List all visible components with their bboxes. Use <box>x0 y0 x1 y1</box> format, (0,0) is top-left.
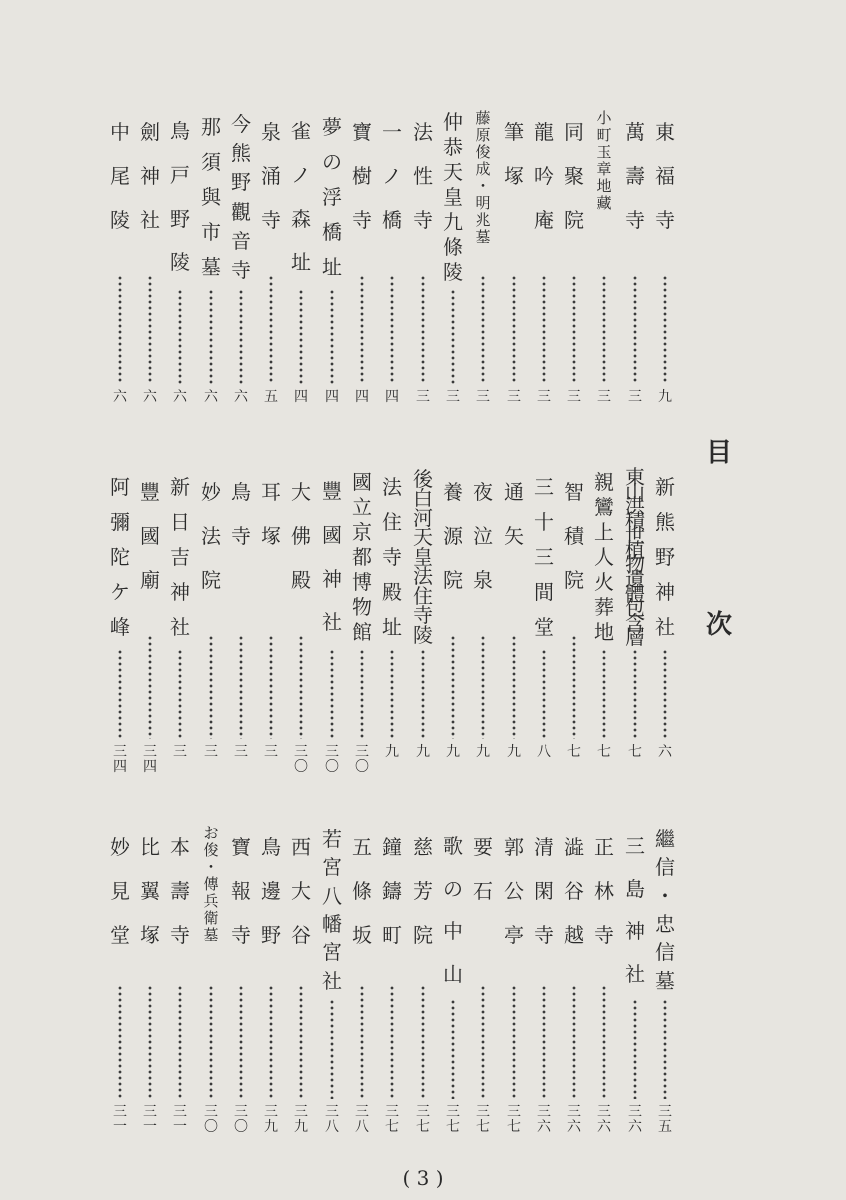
toc-entry-page: 三 〇 <box>204 1104 218 1135</box>
toc-leader-dots <box>537 985 551 1099</box>
toc-entry-page: 三 <box>234 744 248 760</box>
toc-entry-name: 親 鸞 上 人 火 葬 地 <box>594 470 614 644</box>
toc-entry-name: 鳥 戸 野 陵 <box>170 119 190 275</box>
toc-entry-page: 三 <box>416 389 430 405</box>
toc-leader-dots <box>325 649 339 739</box>
toc-entry <box>105 110 135 420</box>
toc-entry-page: 六 <box>173 389 187 405</box>
toc-entry-page: 三 <box>173 744 187 760</box>
toc-entry <box>165 825 195 1135</box>
toc-entry <box>317 825 347 1135</box>
toc-entry <box>408 825 438 1135</box>
toc-entry-page: 三 七 <box>416 1104 430 1135</box>
toc-entry <box>377 825 407 1135</box>
toc-leader-dots <box>507 985 521 1099</box>
toc-leader-dots <box>385 985 399 1099</box>
toc-leader-dots <box>113 649 127 739</box>
toc-entry-page: 四 <box>325 389 339 405</box>
toc-entry-page: 三 九 <box>294 1104 308 1135</box>
toc-entry-name: 新 日 吉 神 社 <box>170 475 190 639</box>
toc-entry-page: 五 <box>264 389 278 405</box>
toc-entry <box>589 470 619 775</box>
toc-leader-dots <box>204 985 218 1099</box>
toc-entry-page: 三 <box>537 389 551 405</box>
toc-entry <box>650 470 680 775</box>
toc-leader-dots <box>113 275 127 384</box>
toc-entry-name: 智 積 院 <box>564 480 584 592</box>
toc-entry-name: 西 大 谷 <box>291 835 311 947</box>
toc-leader-dots <box>294 635 308 739</box>
toc-entry <box>620 110 650 420</box>
toc-entry-page: 三 〇 <box>355 744 369 775</box>
toc-leader-dots <box>597 985 611 1099</box>
toc-entry <box>165 470 195 775</box>
toc-entry <box>529 825 559 1135</box>
toc-entry-name: お 俊 ・ 傳 兵 衛 墓 <box>203 824 219 944</box>
toc-leader-dots <box>173 985 187 1099</box>
toc-leader-dots <box>507 635 521 739</box>
toc-entry-page: 九 <box>446 744 460 760</box>
toc-leader-dots <box>658 275 672 384</box>
toc-leader-dots <box>537 649 551 739</box>
toc-leader-dots <box>173 649 187 739</box>
toc-entry <box>135 110 165 420</box>
toc-entry-name: 寶 報 寺 <box>231 835 251 947</box>
toc-leader-dots <box>264 985 278 1099</box>
toc-leader-dots <box>325 999 339 1099</box>
toc-entry-page: 三 <box>264 744 278 760</box>
toc-title-char-1: 目 <box>705 438 732 468</box>
toc-entry <box>438 825 468 1135</box>
toc-entry-name: 泉 涌 寺 <box>261 120 281 232</box>
toc-entry-page: 三 <box>628 389 642 405</box>
toc-entry-name: 大 佛 殿 <box>291 480 311 592</box>
toc-entry-name: 比 翼 塚 <box>140 835 160 947</box>
toc-leader-dots <box>658 649 672 739</box>
toc-entry-page: 六 <box>143 389 157 405</box>
toc-entry <box>468 110 498 420</box>
toc-leader-dots <box>416 985 430 1099</box>
page-number: ( 3 ) <box>402 1166 444 1190</box>
toc-entry-page: 三 〇 <box>294 744 308 775</box>
toc-entry-page: 三 一 <box>113 1104 127 1135</box>
toc-entry <box>286 470 316 775</box>
toc-leader-dots <box>446 289 460 384</box>
toc-entry-page: 三 <box>446 389 460 405</box>
toc-entry <box>499 825 529 1135</box>
toc-entry <box>650 825 680 1135</box>
toc-entry-name: 要 石 <box>473 835 493 903</box>
toc-entry-name: 正 林 寺 <box>594 835 614 947</box>
toc-title-char-2: 次 <box>705 610 732 640</box>
toc-entry-name: 豐 國 神 社 <box>322 479 342 635</box>
toc-leader-dots <box>355 649 369 739</box>
toc-entry-page: 三 <box>204 744 218 760</box>
toc-entry-page: 三 <box>597 389 611 405</box>
toc-entry-page: 三 九 <box>264 1104 278 1135</box>
toc-entry <box>377 110 407 420</box>
toc-leader-dots <box>597 275 611 384</box>
toc-entry <box>438 110 468 420</box>
toc-entry-name: 仲 恭 天 皇 九 條 陵 <box>443 110 463 284</box>
toc-entry <box>559 825 589 1135</box>
toc-leader-dots <box>234 289 248 384</box>
toc-leader-dots <box>658 999 672 1099</box>
toc-entry-name: 筆 塚 <box>504 120 524 188</box>
toc-entry <box>347 825 377 1135</box>
toc-entry-page: 三 一 <box>143 1104 157 1135</box>
toc-entry-page: 四 <box>294 389 308 405</box>
toc-leader-dots <box>597 649 611 739</box>
toc-leader-dots <box>446 999 460 1099</box>
toc-entry-page: 三 七 <box>476 1104 490 1135</box>
toc-leader-dots <box>143 275 157 384</box>
toc-entry-page: 三 一 <box>173 1104 187 1135</box>
toc-entry-page: 三 〇 <box>234 1104 248 1135</box>
toc-leader-dots <box>385 275 399 384</box>
toc-entry-name: 中 尾 陵 <box>110 120 130 232</box>
toc-entry-page: 三 五 <box>658 1104 672 1135</box>
toc-entry-name: 阿 彌 陀 ケ 峰 <box>110 475 130 639</box>
toc-entry <box>256 110 286 420</box>
toc-entry-name: 那 須 與 市 墓 <box>201 115 221 279</box>
toc-entry <box>105 470 135 775</box>
toc-entry-name: 五 條 坂 <box>352 835 372 947</box>
toc-leader-dots <box>294 289 308 384</box>
toc-entry-name: 後 白 河 天 皇 法 住 寺 陵 <box>413 467 433 647</box>
toc-entry <box>347 470 377 775</box>
toc-entry <box>135 470 165 775</box>
toc-leader-dots <box>385 649 399 739</box>
toc-leader-dots <box>507 275 521 384</box>
toc-leader-dots <box>355 985 369 1099</box>
toc-entry-name: 國 立 京 都 博 物 館 <box>352 470 372 644</box>
toc-entry-page: 三 八 <box>355 1104 369 1135</box>
toc-entry <box>196 110 226 420</box>
toc-entry-name: 一 ノ 橋 <box>382 120 402 232</box>
toc-entry-name: 新 熊 野 神 社 <box>655 475 675 639</box>
toc-entry-name: 東 福 寺 <box>655 120 675 232</box>
toc-leader-dots <box>446 635 460 739</box>
toc-entry <box>226 110 256 420</box>
toc-leader-dots <box>416 275 430 384</box>
toc-entry-page: 三 七 <box>507 1104 521 1135</box>
toc-leader-dots <box>567 635 581 739</box>
toc-leader-dots <box>264 635 278 739</box>
toc-entry-name: 豐 國 廟 <box>140 480 160 592</box>
toc-entry <box>317 110 347 420</box>
toc-entry <box>499 110 529 420</box>
toc-entry-name: 若 宮 八 幡 宮 社 <box>322 827 342 993</box>
toc-entry <box>408 467 438 775</box>
toc-entry-page: 七 <box>567 744 581 760</box>
toc-entry-page: 六 <box>113 389 127 405</box>
toc-entry <box>529 470 559 775</box>
toc-entry <box>499 470 529 775</box>
toc-entry-page: 八 <box>537 744 551 760</box>
toc-entry-name: 鐘 鑄 町 <box>382 835 402 947</box>
toc-entry <box>408 110 438 420</box>
toc-entry-name: 三 十 三 間 堂 <box>534 475 554 639</box>
toc-entry-page: 六 <box>204 389 218 405</box>
toc-entry <box>226 470 256 775</box>
toc-entry-name: 同 聚 院 <box>564 120 584 232</box>
toc-entry-page: 六 <box>234 389 248 405</box>
toc-leader-dots <box>476 985 490 1099</box>
toc-entry-page: 九 <box>507 744 521 760</box>
toc-entry-name: 通 矢 <box>504 480 524 548</box>
toc-entry <box>286 110 316 420</box>
toc-entry-page: 七 <box>628 744 642 760</box>
toc-entry-page: 六 <box>658 744 672 760</box>
toc-entry-page: 九 <box>385 744 399 760</box>
toc-entry-name: 寶 樹 寺 <box>352 120 372 232</box>
toc-entry-name: 鳥 邊 野 <box>261 835 281 947</box>
toc-leader-dots <box>113 985 127 1099</box>
toc-entry-page: 三 四 <box>143 744 157 775</box>
toc-leader-dots <box>416 649 430 739</box>
toc-leader-dots <box>476 635 490 739</box>
toc-entry-page: 三 六 <box>597 1104 611 1135</box>
toc-entry-name: 小 町 玉 章 地 藏 <box>596 109 612 212</box>
toc-entry-page: 三 六 <box>567 1104 581 1135</box>
toc-leader-dots <box>537 275 551 384</box>
toc-entry-name: 養 源 院 <box>443 480 463 592</box>
toc-entry-name: 繼 信 ・ 忠 信 墓 <box>655 827 675 993</box>
toc-entry <box>559 110 589 420</box>
toc-leader-dots <box>173 289 187 384</box>
toc-leader-dots <box>628 275 642 384</box>
toc-entry <box>256 470 286 775</box>
toc-entry-name: 法 性 寺 <box>413 120 433 232</box>
toc-leader-dots <box>204 635 218 739</box>
toc-entry-page: 三 <box>567 389 581 405</box>
toc-entry <box>377 470 407 775</box>
toc-entry-page: 三 七 <box>446 1104 460 1135</box>
toc-entry <box>196 825 226 1135</box>
toc-entry-name: 夜 泣 泉 <box>473 480 493 592</box>
toc-entry-page: 三 六 <box>628 1104 642 1135</box>
toc-entry <box>286 825 316 1135</box>
toc-leader-dots <box>476 275 490 384</box>
toc-entry-page: 三 七 <box>385 1104 399 1135</box>
toc-entry-page: 三 〇 <box>325 744 339 775</box>
toc-entry-page: 七 <box>597 744 611 760</box>
toc-entry <box>589 825 619 1135</box>
toc-entry <box>620 465 650 775</box>
toc-entry <box>135 825 165 1135</box>
toc-leader-dots <box>143 635 157 739</box>
toc-leader-dots <box>204 289 218 384</box>
toc-entry <box>589 110 619 420</box>
toc-leader-dots <box>325 289 339 384</box>
toc-entry-page: 九 <box>658 389 672 405</box>
toc-leader-dots <box>264 275 278 384</box>
toc-entry-name: 東 山 洪 積 世 植 物 遺 體 包 含 層 <box>625 465 645 650</box>
toc-entry <box>347 110 377 420</box>
toc-entry-page: 三 <box>476 389 490 405</box>
toc-entry-name: 三 島 神 社 <box>625 834 645 986</box>
toc-leader-dots <box>567 275 581 384</box>
toc-leader-dots <box>294 985 308 1099</box>
toc-entry-name: 今 熊 野 觀 音 寺 <box>231 112 251 282</box>
toc-entry-page: 九 <box>476 744 490 760</box>
toc-leader-dots <box>143 985 157 1099</box>
toc-entry-name: 妙 法 院 <box>201 480 221 592</box>
toc-entry-name: 劍 神 社 <box>140 120 160 232</box>
toc-leader-dots <box>355 275 369 384</box>
toc-entry-name: 雀 ノ 森 址 <box>291 119 311 275</box>
toc-entry-name: 藤 原 俊 成 ・ 明 兆 墓 <box>475 109 491 246</box>
toc-entry <box>165 110 195 420</box>
toc-leader-dots <box>234 985 248 1099</box>
toc-leader-dots <box>567 985 581 1099</box>
toc-entry-page: 三 六 <box>537 1104 551 1135</box>
toc-entry <box>105 825 135 1135</box>
toc-entry-page: 九 <box>416 744 430 760</box>
toc-entry <box>559 470 589 775</box>
toc-entry-page: 四 <box>385 389 399 405</box>
toc-entry-name: 龍 吟 庵 <box>534 120 554 232</box>
toc-leader-dots <box>628 999 642 1099</box>
toc-entry <box>620 825 650 1135</box>
toc-entry <box>438 470 468 775</box>
toc-entry <box>256 825 286 1135</box>
toc-entry <box>468 825 498 1135</box>
toc-leader-dots <box>234 635 248 739</box>
toc-entry-page: 四 <box>355 389 369 405</box>
toc-entry-name: 慈 芳 院 <box>413 835 433 947</box>
toc-entry-name: 歌 の 中 山 <box>443 834 463 986</box>
toc-entry-name: 夢 の 浮 橋 址 <box>322 115 342 279</box>
toc-entry-name: 法 住 寺 殿 址 <box>382 475 402 639</box>
toc-entry <box>196 470 226 775</box>
toc-entry-name: 鳥 寺 <box>231 480 251 548</box>
toc-entry-name: 萬 壽 寺 <box>625 120 645 232</box>
toc-entry <box>468 470 498 775</box>
toc-entry-page: 三 四 <box>113 744 127 775</box>
toc-entry-name: 郭 公 亭 <box>504 835 524 947</box>
toc-entry-page: 三 <box>507 389 521 405</box>
toc-entry-name: 澁 谷 越 <box>564 835 584 947</box>
toc-entry-page: 三 八 <box>325 1104 339 1135</box>
toc-entry <box>650 110 680 420</box>
toc-entry-name: 耳 塚 <box>261 480 281 548</box>
toc-entry-name: 本 壽 寺 <box>170 835 190 947</box>
toc-entry <box>317 470 347 775</box>
toc-leader-dots <box>628 649 642 739</box>
toc-entry <box>529 110 559 420</box>
toc-entry <box>226 825 256 1135</box>
toc-entry-name: 清 閑 寺 <box>534 835 554 947</box>
toc-entry-name: 妙 見 堂 <box>110 835 130 947</box>
